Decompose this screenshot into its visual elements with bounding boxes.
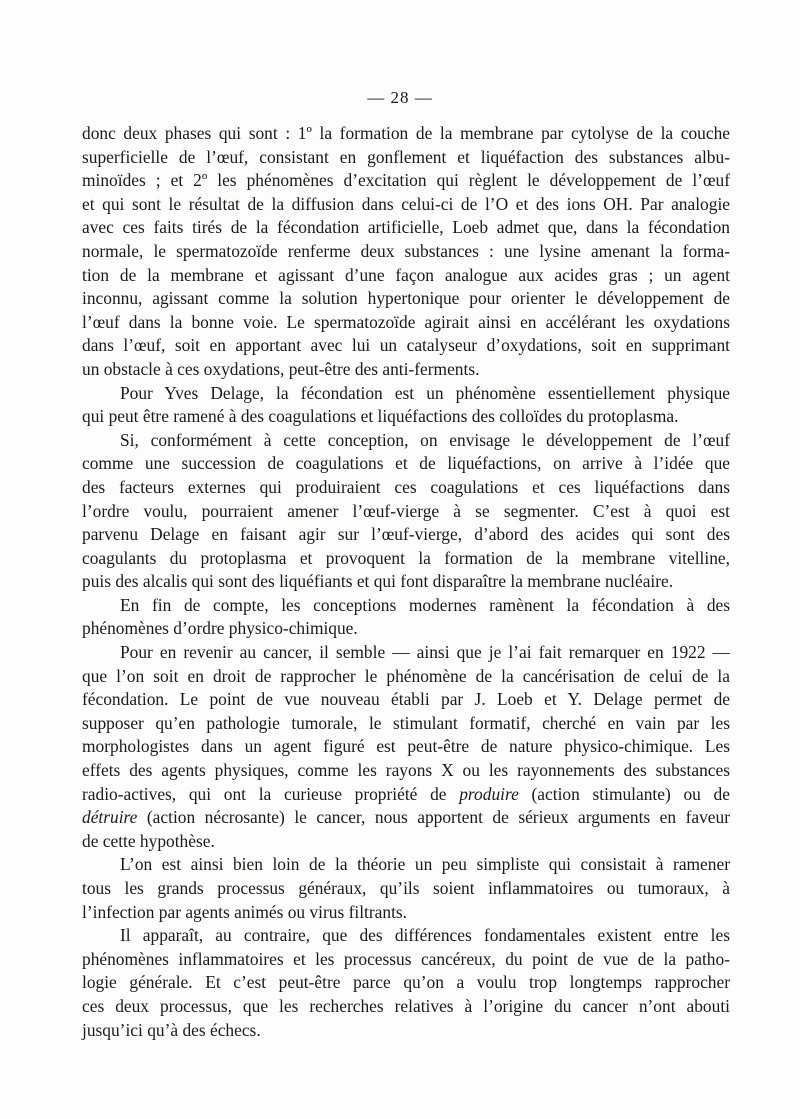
text-line: un obstacle à ces oxydations, peut-être des anti-ferments. (82, 358, 480, 379)
text-line: donc deux phases qui sont : 1º la formation de la membrane par cytolyse de la couche (82, 123, 730, 143)
text-line: et qui sont le résultat de la diffusion dans celui-ci de l’O et des ions OH. Par analogie (82, 193, 730, 214)
text-line: ces deux processus, que les recherches relatives à l’origine du cancer n’ont abouti (82, 995, 730, 1016)
text-line: des facteurs externes qui produiraient ces coagulations et ces liquéfactions dans (82, 476, 730, 497)
text-line: superficielle de l’œuf, consistant en gonflement et liquéfaction des substances albu- (82, 146, 730, 167)
text-line: que l’on soit en droit de rapprocher le phénomène de la cancérisation de celui de la (82, 665, 730, 686)
text-line: détruire (action nécrosante) le cancer, nous apportent de sérieux arguments en faveur (82, 807, 730, 828)
text-line: de cette hypothèse. (82, 830, 215, 851)
text-line: morphologistes dans un agent figuré est peut-être de nature physico-chimique. Les (82, 736, 730, 757)
body-text (82, 122, 730, 1042)
text-line: parvenu Delage en faisant agir sur l’œuf-vierge, d’abord des acides qui sont des (82, 524, 730, 545)
text-line: qui peut être ramené à des coagulations et liquéfactions des colloïdes du protoplasma. (82, 406, 679, 427)
text-line: jusqu’ici qu’à des échecs. (82, 1019, 261, 1040)
text-line: normale, le spermatozoïde renferme deux substances : une lysine amenant la forma- (82, 240, 730, 261)
text-line: radio-actives, qui ont la curieuse propriété de produire (action stimulante) ou de (82, 783, 730, 804)
text-line: Si, conformément à cette conception, on envisage le développement de l’œuf (120, 429, 730, 450)
text-line: avec ces faits tirés de la fécondation artificielle, Loeb admet que, dans la fécondation (82, 217, 730, 238)
page-number: — 28 — (367, 88, 433, 107)
text-line: tion de la membrane et agissant d’une façon analogue aux acides gras ; un agent (82, 264, 730, 285)
text-line: l’ordre voulu, pourraient amener l’œuf-vierge à se segmenter. C’est à quoi est (82, 500, 730, 521)
text-line: l’infection par agents animés ou virus filtrants. (82, 901, 408, 922)
text-line: fécondation. Le point de vue nouveau établi par J. Loeb et Y. Delage permet de (82, 689, 730, 710)
text-line: L’on est ainsi bien loin de la théorie un peu simpliste qui consistait à ramener (120, 854, 730, 875)
text-line: Pour en revenir au cancer, il semble — ainsi que je l’ai fait remarquer en 1922 — (120, 642, 730, 663)
text-line: l’œuf dans la bonne voie. Le spermatozoïde agirait ainsi en accélérant les oxydations (82, 311, 730, 332)
text-line: tous les grands processus généraux, qu’ils soient inflammatoires ou tumoraux, à (82, 878, 730, 898)
text-line: effets des agents physiques, comme les rayons X ou les rayonnements des substances (82, 760, 730, 781)
text-line: comme une succession de coagulations et de liquéfactions, on arrive à l’idée que (82, 453, 730, 474)
text-line: Pour Yves Delage, la fécondation est un phénomène essentiellement physique (120, 382, 730, 403)
text-line: inconnu, agissant comme la solution hypertonique pour orienter le développement de (82, 288, 730, 309)
text-line: minoïdes ; et 2º les phénomènes d’excitation qui règlent le développement de l’œuf (82, 170, 730, 191)
text-line: phénomènes d’ordre physico-chimique. (82, 618, 358, 639)
text-line: Il apparaît, au contraire, que des différences fondamentales existent entre les (120, 925, 730, 946)
text-line: puis des alcalis qui sont des liquéfiants et qui font disparaître la membrane nucléaire. (82, 571, 674, 592)
text-line: phénomènes inflammatoires et les processus cancéreux, du point de vue de la patho- (82, 948, 730, 969)
text-line: dans l’œuf, soit en apportant avec lui un catalyseur d’oxydations, soit en supprimant (82, 335, 730, 356)
text-line: En fin de compte, les conceptions modernes ramènent la fécondation à des (120, 594, 730, 615)
text-line: logie générale. Et c’est peut-être parce qu’on a voulu trop longtemps rapprocher (82, 972, 730, 993)
text-line: supposer qu’en pathologie tumorale, le stimulant formatif, cherché en vain par les (82, 712, 730, 733)
text-line: coagulants du protoplasma et provoquent la formation de la membrane vitelline, (82, 547, 730, 568)
